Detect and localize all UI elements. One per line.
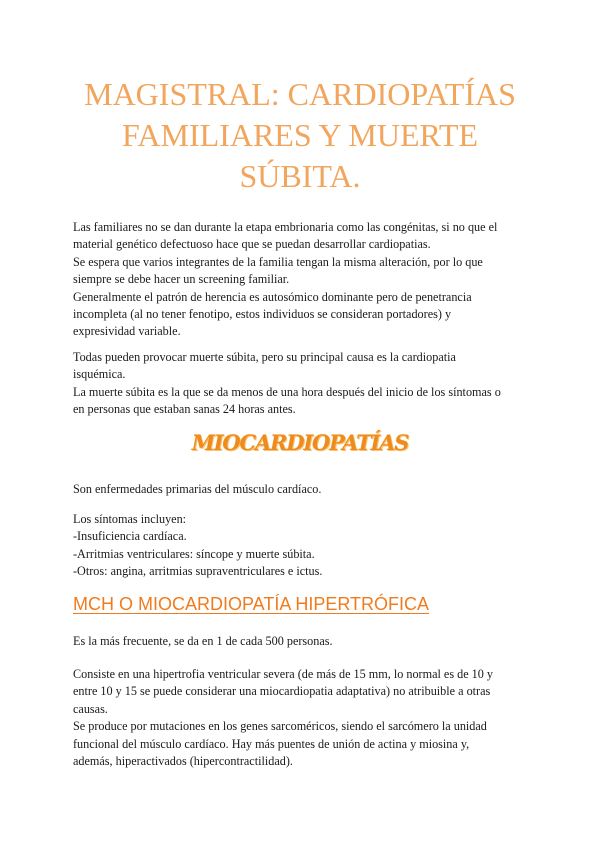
text-line: siempre se debe hacer un screening familiar.: [73, 272, 290, 287]
intro-paragraph: [73, 219, 535, 341]
text-line: Se produce por mutaciones en los genes sarcoméricos, siendo el sarcómero la unidad: [73, 719, 487, 734]
title-line: MAGISTRAL: CARDIOPATÍAS: [84, 76, 516, 112]
definition-paragraph: [73, 481, 535, 498]
text-line: isquémica.: [73, 367, 126, 382]
section-title-miocardiopatias: MIOCARDIOPATÍAS: [191, 430, 409, 455]
text-line: además, hiperactivados (hipercontractilidad).: [73, 754, 293, 769]
text-line: Son enfermedades primarias del músculo cardíaco.: [73, 482, 322, 496]
title-line: FAMILIARES Y MUERTE: [122, 117, 478, 153]
text-line: funcional del músculo cardíaco. Hay más puentes de unión de actina y miosina y,: [73, 736, 470, 751]
text-line: Se espera que varios integrantes de la familia tengan la misma alteración, por lo que: [73, 254, 483, 269]
list-item: -Otros: angina, arritmias supraventriculares e ictus.: [73, 564, 323, 579]
list-item: -Arritmias ventriculares: síncope y muerte súbita.: [73, 546, 315, 561]
symptoms-list: [73, 511, 535, 581]
text-line: en personas que estaban sanas 24 horas antes.: [73, 402, 296, 417]
text-line: Consiste en una hipertrofia ventricular severa (de más de 15 mm, lo normal es de 10 y: [73, 667, 494, 681]
list-item: Los síntomas incluyen:: [73, 512, 187, 526]
text-line: Generalmente el patrón de herencia es autosómico dominante pero de penetrancia: [73, 289, 472, 304]
title-line: SÚBITA.: [239, 158, 361, 194]
text-line: Todas pueden provocar muerte súbita, pero su principal causa es la cardiopatia: [73, 350, 456, 364]
text-line: causas.: [73, 701, 108, 716]
sudden-death-paragraph: [73, 349, 535, 419]
text-line: incompleta (al no tener fenotipo, estos individuos se consideran portadores) y: [73, 307, 452, 322]
text-line: expresividad variable.: [73, 324, 181, 339]
subsection-title-mch: MCH O MIOCARDIOPATÍA HIPERTRÓFICA: [73, 594, 430, 614]
text-line: Las familiares no se dan durante la etapa embrionaria como las congénitas, si no que el: [73, 220, 498, 234]
text-line: Es la más frecuente, se da en 1 de cada 500 personas.: [73, 634, 333, 648]
text-line: La muerte súbita es la que se da menos de una hora después del inicio de los síntomas o: [73, 384, 501, 399]
mch-paragraph: [73, 666, 535, 770]
page-title: [60, 74, 540, 197]
frequency-paragraph: [73, 633, 535, 650]
text-line: entre 10 y 15 se puede considerar una miocardiopatia adaptativa) no atribuible a otras: [73, 684, 491, 699]
text-line: material genético defectuoso hace que se puedan desarrollar cardiopatias.: [73, 237, 431, 252]
list-item: -Insuficiencia cardíaca.: [73, 529, 187, 544]
